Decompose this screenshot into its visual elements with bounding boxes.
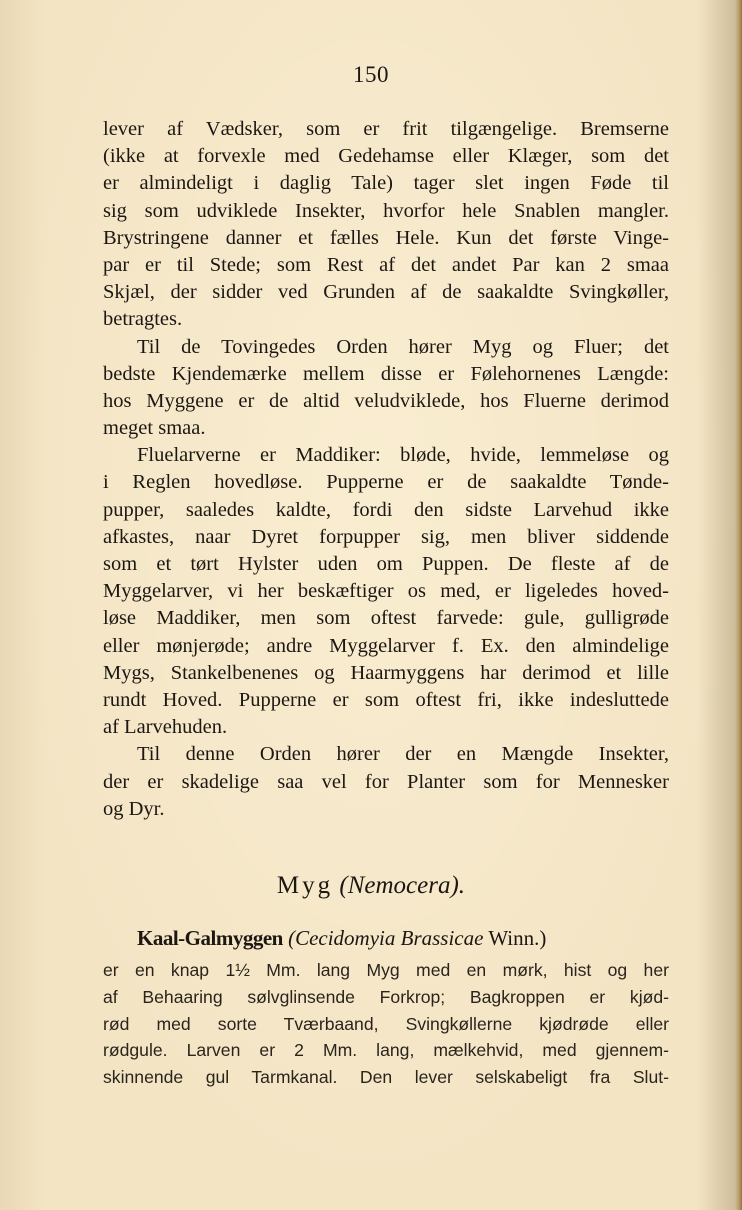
paragraph-2: [103, 334, 669, 443]
text-line: rundt Hoved. Pupperne er som oftest fri, ikke indesluttede: [103, 688, 669, 711]
text-line: af Behaaring sølvglinsende Forkrop; Bagkroppen er kjød-: [103, 986, 669, 1007]
species-latin-name: (Cecidomyia Brassicae: [288, 926, 484, 950]
text-line: bedste Kjendemærke mellem disse er Følehornenes Længde:: [103, 362, 669, 385]
section-title: Myg: [276, 872, 334, 899]
text-line: Brystringene danner et fælles Hele. Kun det første Vinge-: [103, 226, 669, 249]
text-line: Fluelarverne er Maddiker: bløde, hvide, lemmeløse og: [137, 444, 669, 467]
text-line: rød med sorte Tværbaand, Svingkøllerne kjødrøde eller: [103, 1013, 669, 1034]
text-line: der er skadelige saa vel for Planter som for Mennesker: [103, 770, 669, 793]
text-line: og Dyr.: [103, 797, 165, 820]
species-heading: [137, 925, 669, 952]
section-latin-name: (Nemocera).: [339, 872, 466, 899]
text-line: som et tørt Hylster uden om Puppen. De fleste af de: [103, 553, 669, 575]
paragraph-1: [103, 116, 669, 334]
page-edge: [735, 0, 742, 1210]
body-text: [103, 116, 669, 823]
text-line: meget smaa.: [103, 417, 206, 440]
text-line: hos Myggene er de altid veludviklede, hos Fluerne derimod: [103, 389, 669, 412]
text-line: Mygs, Stankelbenenes og Haarmyggens har derimod et lille: [103, 661, 669, 684]
text-line: Skjæl, der sidder ved Grunden af de saakaldte Svingkøller,: [103, 281, 669, 304]
text-line: par er til Stede; som Rest af det andet Par kan 2 smaa: [103, 253, 669, 276]
text-line: løse Maddiker, men som oftest farvede: gule, gulligrøde: [103, 607, 669, 630]
text-line: sig som udviklede Insekter, hvorfor hele Snablen mangler.: [103, 199, 669, 222]
text-line: Til de Tovingedes Orden hører Myg og Fluer; det: [137, 335, 669, 358]
text-line: eller mønjerøde; andre Myggelarver f. Ex. den almindelige: [103, 634, 669, 657]
text-line: (ikke at forvexle med Gedehamse eller Klæger, som det: [103, 145, 669, 168]
text-line: af Larvehuden.: [103, 716, 228, 739]
text-line: betragtes.: [103, 308, 183, 331]
section-heading: [0, 872, 742, 900]
text-line: rødgule. Larven er 2 Mm. lang, mælkehvid, med gjennem-: [103, 1040, 669, 1061]
paragraph-4: [103, 741, 669, 823]
text-line: pupper, saaledes kaldte, fordi den sidste Larvehud ikke: [103, 498, 669, 521]
text-line: er almindeligt i daglig Tale) tager slet ingen Føde til: [103, 172, 669, 195]
text-line: skinnende gul Tarmkanal. Den lever selskabeligt fra Slut-: [103, 1067, 669, 1088]
text-line: Til denne Orden hører der en Mængde Insekter,: [137, 743, 669, 766]
text-line: lever af Vædsker, som er frit tilgængelige. Bremserne: [103, 118, 669, 140]
text-line: er en knap 1½ Mm. lang Myg med en mørk, hist og her: [103, 960, 669, 980]
text-line: afkastes, naar Dyret forpupper sig, men bliver siddende: [103, 525, 669, 548]
species-author: Winn.): [488, 926, 547, 950]
text-line: Myggelarver, vi her beskæftiger os med, er ligeledes hoved-: [103, 580, 669, 603]
text-line: i Reglen hovedløse. Pupperne er de saakaldte Tønde-: [103, 471, 669, 494]
species-name: Kaal-Galmyggen: [137, 926, 283, 950]
page-number: 150: [353, 62, 389, 87]
species-description: [103, 957, 669, 1091]
paragraph-3: [103, 442, 669, 741]
